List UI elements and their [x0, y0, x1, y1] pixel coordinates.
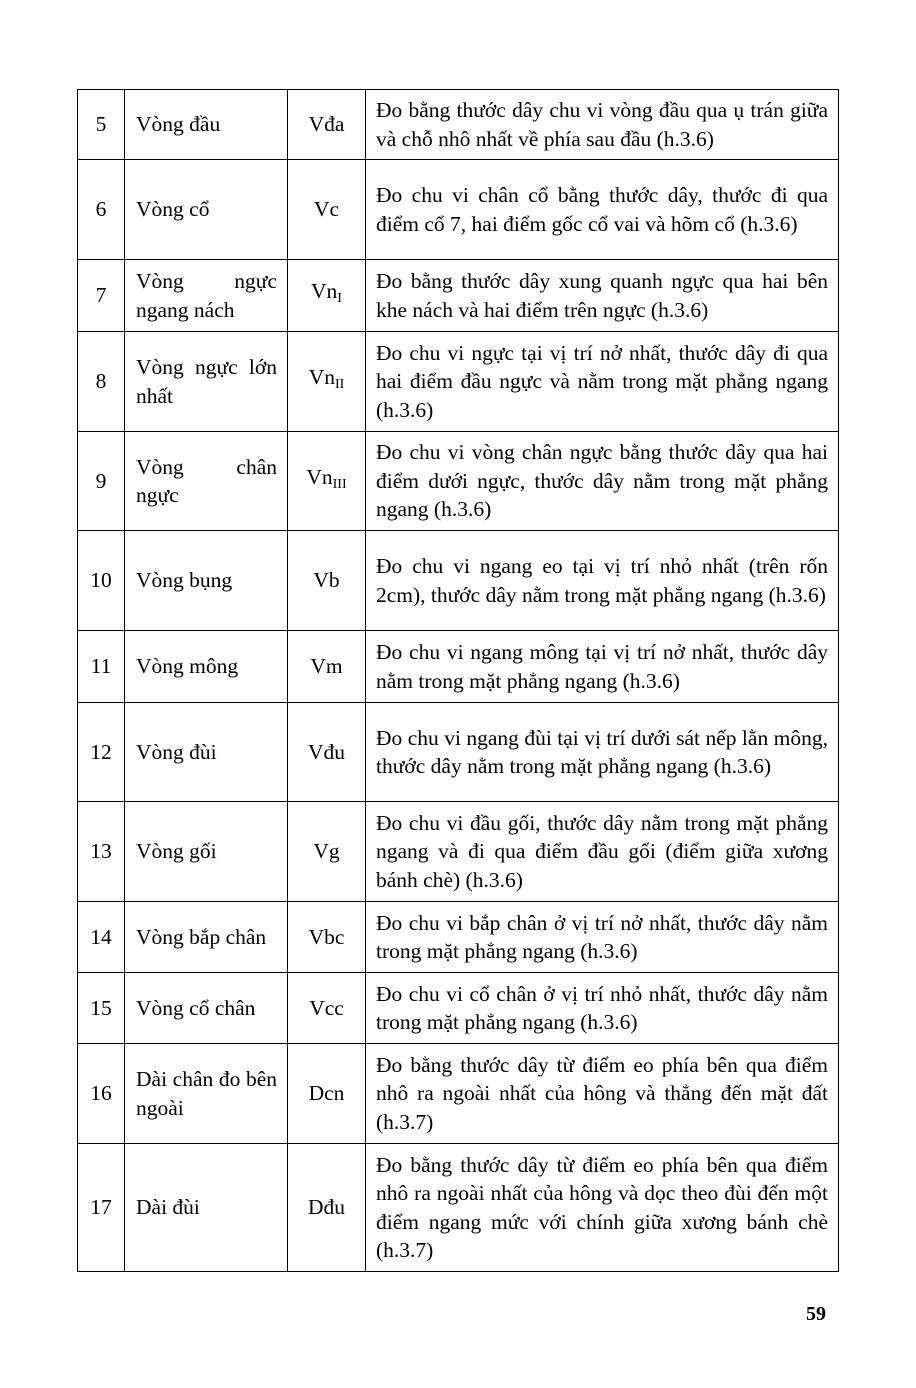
- measurement-description: Đo chu vi bắp chân ở vị trí nở nhất, thước dây nằm trong mặt phẳng ngang (h.3.6): [366, 902, 839, 973]
- measurement-name: Vòng chân ngực: [125, 432, 288, 531]
- measurement-name: Vòng ngực lớn nhất: [125, 332, 288, 432]
- measurement-description: Đo chu vi ngang mông tại vị trí nở nhất, thước dây nằm trong mặt phẳng ngang (h.3.6): [366, 631, 839, 703]
- measurement-description: Đo chu vi chân cổ bằng thước dây, thước đi qua điểm cổ 7, hai điểm gốc cổ vai và hõm cổ (h.3.6): [366, 160, 839, 260]
- table-row: [78, 332, 839, 432]
- measurement-description: Đo chu vi cổ chân ở vị trí nhỏ nhất, thước dây nằm trong mặt phẳng ngang (h.3.6): [366, 973, 839, 1044]
- row-number: 10: [78, 531, 125, 631]
- symbol-text: Vđa: [308, 112, 345, 137]
- measurement-symbol: [288, 1044, 366, 1144]
- symbol-text: Vn: [306, 464, 333, 489]
- measurement-description: Đo chu vi ngang eo tại vị trí nhỏ nhất (trên rốn 2cm), thước dây nằm trong mặt phẳng ngang (h.3.6): [366, 531, 839, 631]
- row-number: 6: [78, 160, 125, 260]
- measurement-description: Đo chu vi vòng chân ngực bằng thước dây qua hai điểm dưới ngực, thước dây nằm trong mặt phẳng ngang (h.3.6): [366, 432, 839, 531]
- symbol-text: Vg: [313, 839, 340, 864]
- measurement-symbol: [288, 531, 366, 631]
- measurement-symbol: [288, 160, 366, 260]
- measurement-name: Dài đùi: [125, 1144, 288, 1272]
- table-row: [78, 160, 839, 260]
- symbol-text: Vm: [310, 654, 343, 679]
- row-number: 16: [78, 1044, 125, 1144]
- measurement-name: Vòng cổ chân: [125, 973, 288, 1044]
- measurement-description: Đo bằng thước dây xung quanh ngực qua hai bên khe nách và hai điểm trên ngực (h.3.6): [366, 260, 839, 332]
- row-number: 12: [78, 703, 125, 802]
- table-row: [78, 531, 839, 631]
- symbol-subscript: II: [334, 377, 345, 393]
- table-row: [78, 703, 839, 802]
- measurement-name: Vòng ngực ngang nách: [125, 260, 288, 332]
- measurement-name: Vòng cổ: [125, 160, 288, 260]
- row-number: 5: [78, 90, 125, 160]
- symbol-subscript: III: [332, 476, 347, 492]
- table-row: [78, 902, 839, 973]
- measurement-name: Dài chân đo bên ngoài: [125, 1044, 288, 1144]
- symbol-text: Vbc: [308, 924, 345, 949]
- table-row: [78, 1144, 839, 1272]
- row-number: 9: [78, 432, 125, 531]
- measurement-description: Đo bằng thước dây từ điểm eo phía bên qua điểm nhô ra ngoài nhất của hông và thẳng đến mặt đất (h.3.7): [366, 1044, 839, 1144]
- measurement-symbol: [288, 260, 366, 332]
- symbol-text: Vcc: [309, 995, 344, 1020]
- row-number: 13: [78, 802, 125, 902]
- table-row: [78, 973, 839, 1044]
- symbol-text: Vc: [313, 197, 340, 222]
- measurement-description: Đo bằng thước dây từ điểm eo phía bên qua điểm nhô ra ngoài nhất của hông và dọc theo đùi đến một điểm ngang mức với chính giữa xương bánh chè (h.3.7): [366, 1144, 839, 1272]
- symbol-text: Dcn: [308, 1081, 345, 1106]
- symbol-text: Vb: [313, 568, 340, 593]
- measurement-symbol: [288, 631, 366, 703]
- measurement-description: Đo bằng thước dây chu vi vòng đầu qua ụ trán giữa và chỗ nhô nhất về phía sau đầu (h.3.6): [366, 90, 839, 160]
- measurement-name: Vòng mông: [125, 631, 288, 703]
- row-number: 11: [78, 631, 125, 703]
- symbol-text: Dđu: [307, 1195, 346, 1220]
- symbol-text: Vđu: [307, 739, 346, 764]
- symbol-text: Vn: [308, 365, 335, 390]
- measurement-description: Đo chu vi ngực tại vị trí nở nhất, thước dây đi qua hai điểm đầu ngực và nằm trong mặt phẳng ngang (h.3.6): [366, 332, 839, 432]
- measurement-name: Vòng bụng: [125, 531, 288, 631]
- measurement-name: Vòng đầu: [125, 90, 288, 160]
- measurement-table: [77, 89, 839, 1272]
- measurement-symbol: [288, 703, 366, 802]
- measurement-description: Đo chu vi ngang đùi tại vị trí dưới sát nếp lằn mông, thước dây nằm trong mặt phẳng ngang (h.3.6): [366, 703, 839, 802]
- measurement-symbol: [288, 90, 366, 160]
- measurement-name: Vòng gối: [125, 802, 288, 902]
- table-row: [78, 1044, 839, 1144]
- table-body: [78, 90, 839, 1272]
- measurement-symbol: [288, 1144, 366, 1272]
- measurement-name: Vòng đùi: [125, 703, 288, 802]
- row-number: 17: [78, 1144, 125, 1272]
- table-row: [78, 432, 839, 531]
- measurement-symbol: [288, 973, 366, 1044]
- measurement-symbol: [288, 432, 366, 531]
- row-number: 15: [78, 973, 125, 1044]
- table-row: [78, 260, 839, 332]
- measurement-symbol: [288, 902, 366, 973]
- table-row: [78, 802, 839, 902]
- row-number: 14: [78, 902, 125, 973]
- measurement-name: Vòng bắp chân: [125, 902, 288, 973]
- table-row: [78, 631, 839, 703]
- table-row: [78, 90, 839, 160]
- symbol-subscript: I: [337, 291, 342, 307]
- measurement-description: Đo chu vi đầu gối, thước dây nằm trong mặt phẳng ngang và đi qua điểm đầu gối (điểm giữa xương bánh chè) (h.3.6): [366, 802, 839, 902]
- measurement-symbol: [288, 332, 366, 432]
- row-number: 8: [78, 332, 125, 432]
- row-number: 7: [78, 260, 125, 332]
- page-number: 59: [806, 1303, 826, 1325]
- symbol-text: Vn: [311, 279, 338, 304]
- measurement-symbol: [288, 802, 366, 902]
